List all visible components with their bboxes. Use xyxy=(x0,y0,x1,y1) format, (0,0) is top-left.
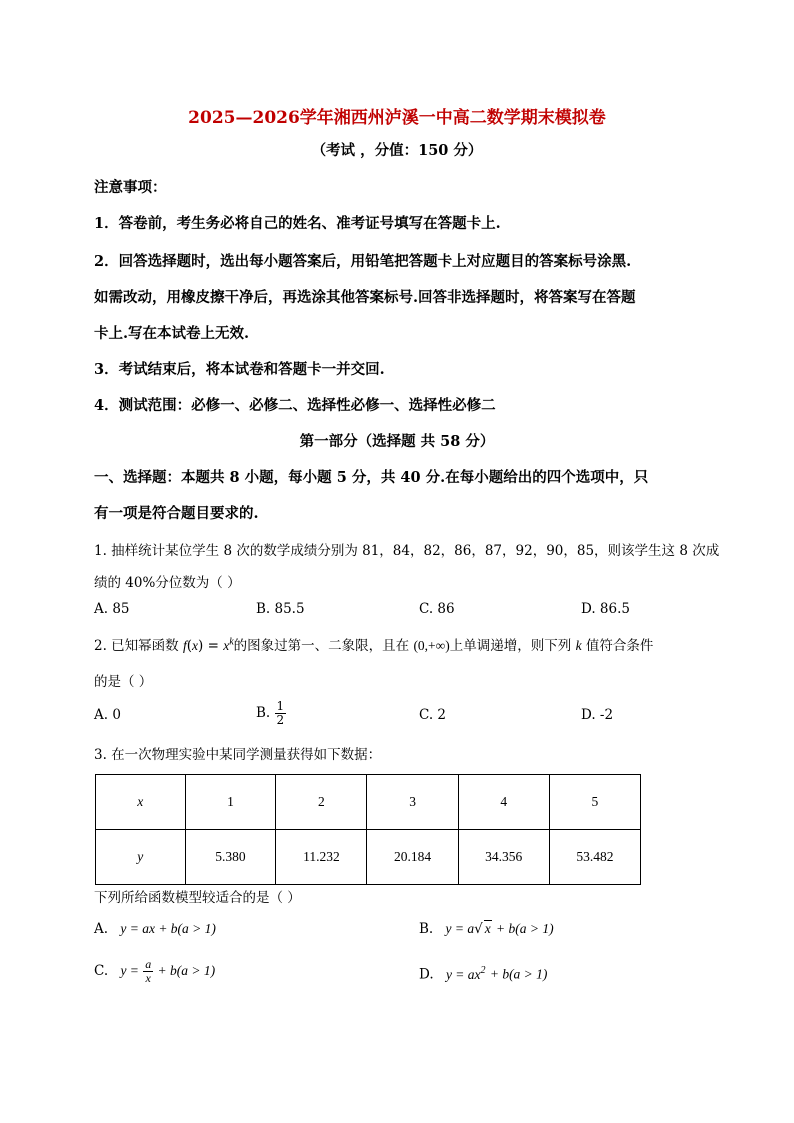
q2-option-a: A. 0 xyxy=(94,707,121,723)
q2-suffix: 上单调递增，则下列 xyxy=(449,638,572,654)
q1-option-c: C. 86 xyxy=(419,601,455,617)
table-cell: 3 xyxy=(367,775,458,830)
table-row xyxy=(96,830,641,885)
q2-stem-line-2: 的是（ ） xyxy=(94,674,153,690)
q2-option-b: B. $\frac{1}{2}$ xyxy=(256,699,285,727)
table-cell: 5 xyxy=(549,775,640,830)
notice-item-4: 4．测试范围：必修一、必修二、选择性必修一、选择性必修二 xyxy=(94,397,496,414)
table-cell: 4 xyxy=(458,775,549,830)
q2-function-name: f xyxy=(182,638,187,653)
q3-stem: 3. 在一次物理实验中某同学测量获得如下数据： xyxy=(94,747,382,763)
q3-option-d: D. $y = ax^2 + b(a > 1)$ xyxy=(419,965,548,983)
section1-line-1: 一、选择题：本题共 8 小题，每小题 5 分，共 40 分.在每小题给出的四个选项中，只 xyxy=(94,469,649,486)
table-cell: 53.482 xyxy=(549,830,640,885)
q3-data-table xyxy=(95,774,641,885)
q3-question: 下列所给函数模型较适合的是（ ） xyxy=(94,890,301,906)
q2-interval: (0,+∞) xyxy=(413,638,450,653)
table-cell: 11.232 xyxy=(276,830,367,885)
q3-option-a: A. y = ax + b(a > 1) xyxy=(94,921,216,937)
q2-var: k xyxy=(575,638,582,653)
table-cell: y xyxy=(96,830,186,885)
notice-item-3: 3．考试结束后，将本试卷和答题卡一并交回. xyxy=(94,361,385,378)
table-cell: 1 xyxy=(185,775,276,830)
notice-item-1: 1．答卷前，考生务必将自己的姓名、准考证号填写在答题卡上. xyxy=(94,215,501,232)
q2-function-base: x xyxy=(223,638,230,653)
q2-exponent: k xyxy=(229,636,234,648)
table-cell: 2 xyxy=(276,775,367,830)
q3-option-c: C. y = $\frac{a}{x}$ + b(a > 1) xyxy=(94,957,216,985)
q2-function-arg: x xyxy=(192,638,199,653)
q1-stem-line-1: 1. 抽样统计某位学生 8 次的数学成绩分别为 81，84，82，86，87，92，90，85，则该学生这 8 次成 xyxy=(94,543,720,559)
table-cell: 5.380 xyxy=(185,830,276,885)
q1-option-b: B. 85.5 xyxy=(256,601,305,617)
table-cell: 34.356 xyxy=(458,830,549,885)
exam-subtitle: （考试 ，分值：150 分） xyxy=(311,142,483,159)
notice-item-2-line-1: 2．回答选择题时，选出每小题答案后，用铅笔把答题卡上对应题目的答案标号涂黑. xyxy=(94,253,632,270)
q2-suffix2: 值符合条件 xyxy=(585,638,654,654)
exam-title: 2025—2026学年湘西州泸溪一中高二数学期末模拟卷 xyxy=(188,108,606,128)
notice-item-2-line-3: 卡上.写在本试卷上无效. xyxy=(94,325,250,342)
notice-heading: 注意事项： xyxy=(94,179,167,196)
part1-heading: 第一部分（选择题 共 58 分） xyxy=(299,433,495,450)
section1-line-2: 有一项是符合题目要求的. xyxy=(94,505,259,522)
q2-prefix: 2. 已知幂函数 xyxy=(94,638,179,654)
table-row xyxy=(96,775,641,830)
table-cell: 20.184 xyxy=(367,830,458,885)
q2-option-c: C. 2 xyxy=(419,707,447,723)
q2-mid: 的图象过第一、二象限，且在 xyxy=(233,638,410,654)
q3-option-c-fraction: $\frac{a}{x}$ xyxy=(145,957,152,985)
q2-option-b-fraction: $\frac{1}{2}$ xyxy=(276,699,285,727)
notice-item-2-line-2: 如需改动，用橡皮擦干净后，再选涂其他答案标号.回答非选择题时，将答案写在答题 xyxy=(94,289,636,306)
q2-stem-line-1: 2. 已知幂函数 $f(x) = x^k$的图象过第一、二象限，且在 (0,+∞)上单调递增，则下列 k 值符合条件 xyxy=(94,636,654,654)
q2-option-d: D. -2 xyxy=(581,707,614,723)
q1-option-a: A. 85 xyxy=(94,601,130,617)
q3-option-b: B. y = a√ x + b(a > 1) xyxy=(419,921,554,937)
q1-stem-line-2: 绩的 40%分位数为（ ） xyxy=(94,575,241,591)
table-cell: x xyxy=(96,775,186,830)
q1-option-d: D. 86.5 xyxy=(581,601,630,617)
